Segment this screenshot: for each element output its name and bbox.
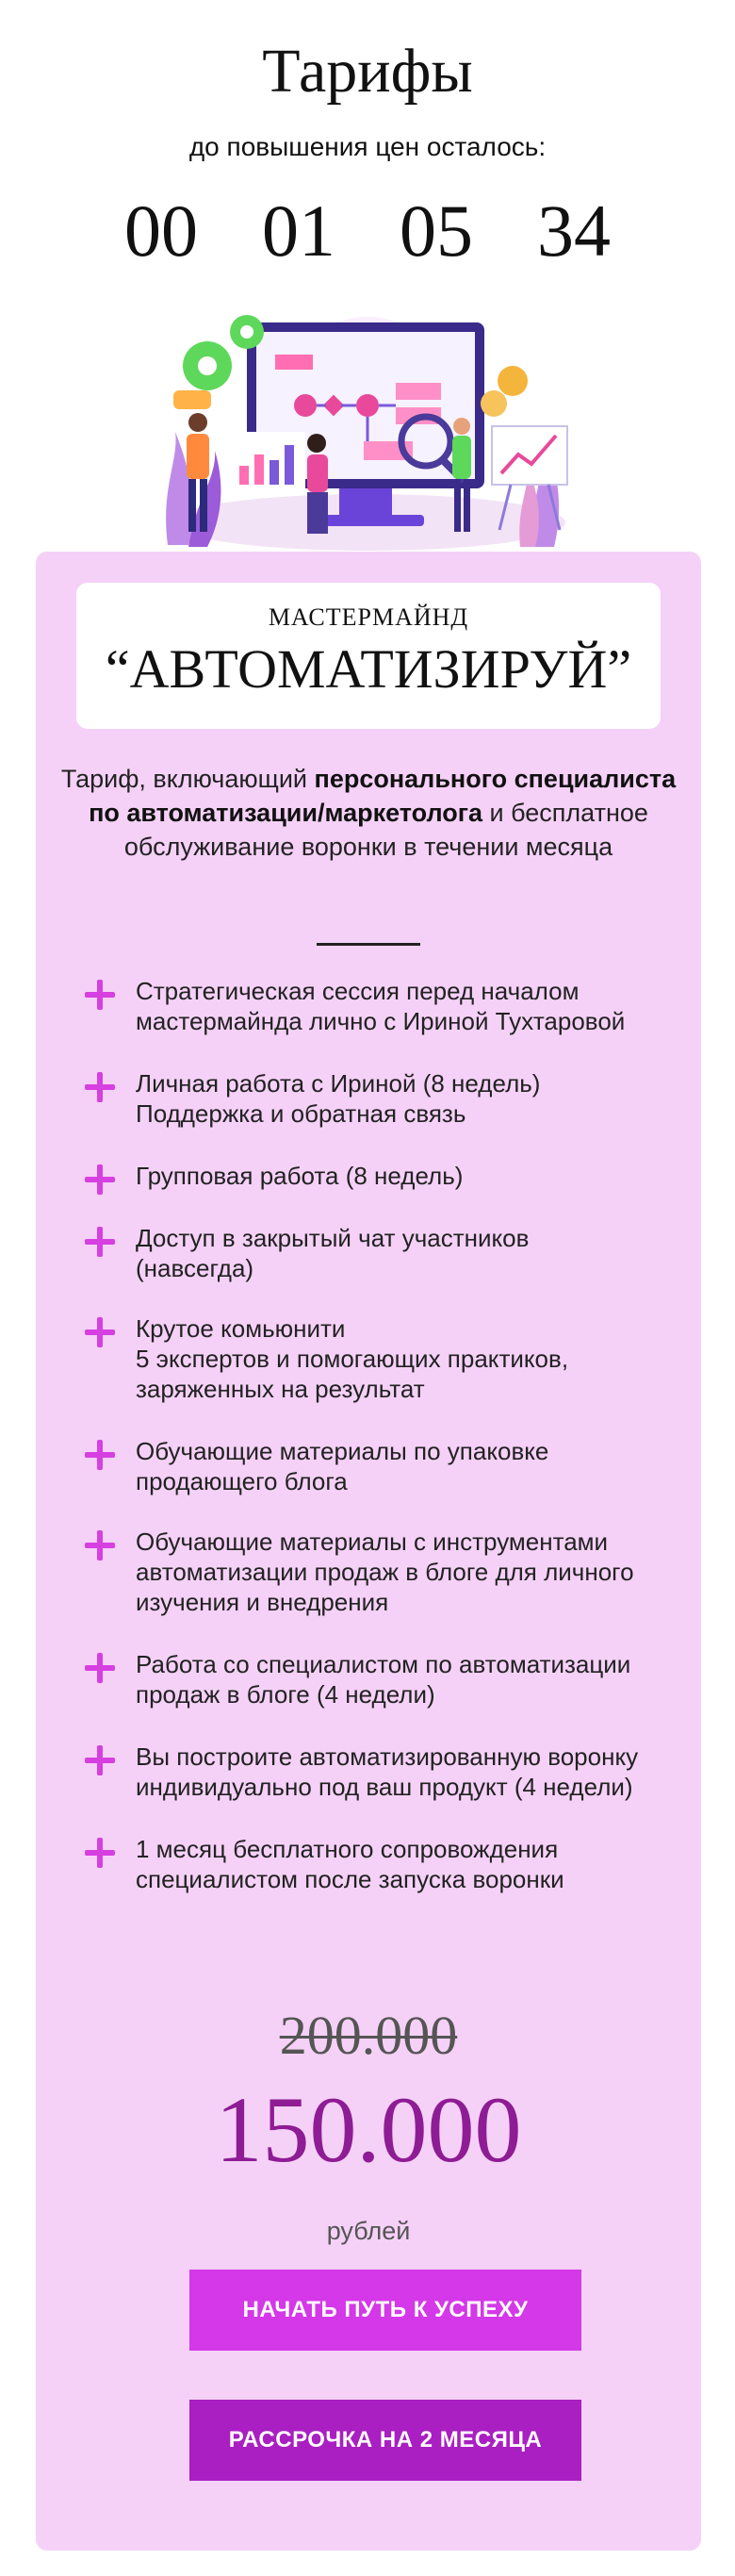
feature-text: Личная работа с Ириной (8 недель) Поддержка и обратная связь xyxy=(136,1069,541,1128)
countdown-timer xyxy=(0,189,735,273)
plus-icon xyxy=(85,980,115,1010)
countdown-label: до повышения цен осталось: xyxy=(188,132,547,161)
plus-icon xyxy=(85,1164,115,1195)
plus-icon xyxy=(85,1530,115,1560)
divider xyxy=(317,943,420,946)
description-part2: и бесплатное обслуживание воронки в течении месяца xyxy=(123,799,648,861)
price-currency: рублей xyxy=(326,2217,411,2245)
plus-icon xyxy=(85,1317,115,1347)
countdown-minutes: 05 xyxy=(400,190,473,272)
description-part1: Тариф, включающий xyxy=(60,765,315,793)
feature-text: Вы построите автоматизированную воронку индивидуально под ваш продукт (4 недели) xyxy=(136,1742,639,1801)
feature-text: Работа со специалистом по автоматизации продаж в блоге (4 недели) xyxy=(136,1650,631,1709)
new-price: 150.000 xyxy=(215,2077,522,2182)
countdown-days: 00 xyxy=(124,190,198,272)
page-title: Тарифы xyxy=(262,37,473,106)
old-price: 200.000 xyxy=(279,2005,458,2066)
plus-icon xyxy=(85,1653,115,1683)
tariff-subtitle: МАСТЕРМАЙНД xyxy=(268,603,469,631)
feature-text: Крутое комьюнити 5 экспертов и помогающих практиков, заряженных на результат xyxy=(136,1314,569,1403)
plus-icon xyxy=(85,1745,115,1775)
feature-text: 1 месяц бесплатного сопровождения специалистом после запуска воронки xyxy=(136,1835,564,1893)
feature-text: Групповая работа (8 недель) xyxy=(136,1162,464,1190)
installment-button[interactable]: РАССРОЧКА НА 2 МЕСЯЦА xyxy=(189,2400,581,2481)
automation-illustration-icon xyxy=(141,300,594,556)
start-path-button[interactable]: НАЧАТЬ ПУТЬ К УСПЕХУ xyxy=(189,2270,581,2351)
plus-icon xyxy=(85,1440,115,1470)
feature-text: Обучающие материалы по упаковке продающего блога xyxy=(136,1437,549,1495)
feature-text: Доступ в закрытый чат участников (навсегда) xyxy=(136,1224,530,1282)
feature-text: Обучающие материалы с инструментами автоматизации продаж в блоге для личного изучения и внедрения xyxy=(136,1527,634,1616)
feature-text: Стратегическая сессия перед началом мастермайнда лично с Ириной Тухтаровой xyxy=(136,977,626,1035)
plus-icon xyxy=(85,1227,115,1257)
tariff-description xyxy=(55,762,682,864)
countdown-seconds: 34 xyxy=(537,190,611,272)
plus-icon xyxy=(85,1072,115,1102)
description-bold: персонального специалиста по автоматизации/маркетолога xyxy=(89,765,677,827)
tariff-card xyxy=(36,552,701,2551)
tariff-name: “АВТОМАТИЗИРУЙ” xyxy=(105,638,632,700)
countdown-hours: 01 xyxy=(262,190,335,272)
plus-icon xyxy=(85,1838,115,1868)
tariff-title-box xyxy=(76,583,661,729)
